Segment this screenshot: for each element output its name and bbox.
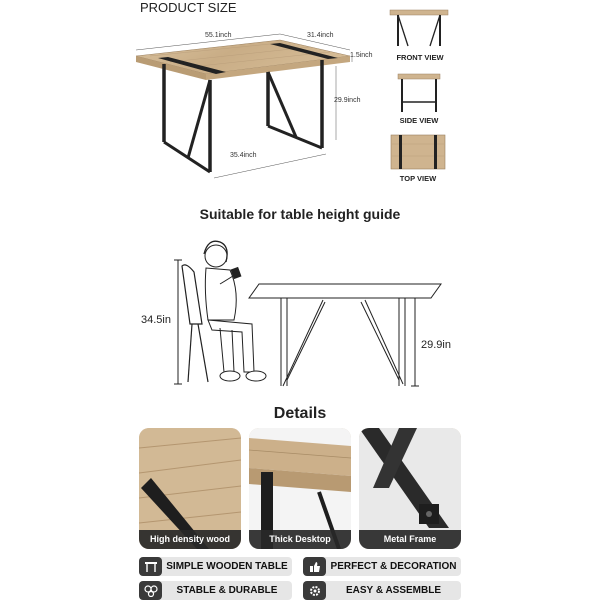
feature-stable-durable: [139, 581, 292, 600]
dim-width-label: 31.4inch: [307, 32, 334, 39]
feature-label: PERFECT & DECORATION: [330, 561, 457, 572]
feature-label: STABLE & DURABLE: [176, 585, 278, 596]
top-view-label: TOP VIEW: [399, 174, 437, 183]
dim-base-label: 35.4inch: [230, 152, 257, 159]
detail-card-desktop: [249, 428, 351, 549]
thumbs-up-icon: [303, 557, 326, 576]
feature-perfect-decoration: [303, 557, 461, 576]
side-view-drawing: [396, 72, 442, 114]
feature-simple-wooden-table: [139, 557, 292, 576]
height-guide-title: Suitable for table height guide: [199, 206, 401, 222]
side-view-label: SIDE VIEW: [399, 116, 439, 125]
dim-height-label: 29.9inch: [334, 97, 361, 104]
dim-length-label: 55.1inch: [205, 32, 232, 39]
detail-card-metal: [359, 428, 461, 549]
gear-icon: [303, 581, 326, 600]
detail-caption: High density wood: [139, 530, 241, 549]
top-view-drawing: [390, 134, 446, 170]
table-height-label: 29.9in: [421, 339, 451, 351]
details-title: Details: [273, 405, 327, 422]
detail-card-wood: [139, 428, 241, 549]
feature-label: SIMPLE WOODEN TABLE: [166, 561, 288, 572]
chair-height-label: 34.5in: [141, 314, 171, 326]
detail-caption: Metal Frame: [359, 530, 461, 549]
shield-rings-icon: [139, 581, 162, 600]
feature-label: EASY & ASSEMBLE: [345, 585, 442, 596]
side-table-illustration: [245, 280, 445, 390]
dim-thickness-label: 1.5inch: [350, 52, 373, 59]
detail-caption: Thick Desktop: [249, 530, 351, 549]
front-view-drawing: [388, 8, 450, 48]
product-size-title: PRODUCT SIZE: [140, 0, 237, 15]
feature-easy-assemble: [303, 581, 461, 600]
front-view-label: FRONT VIEW: [396, 53, 444, 62]
table-icon: [139, 557, 162, 576]
